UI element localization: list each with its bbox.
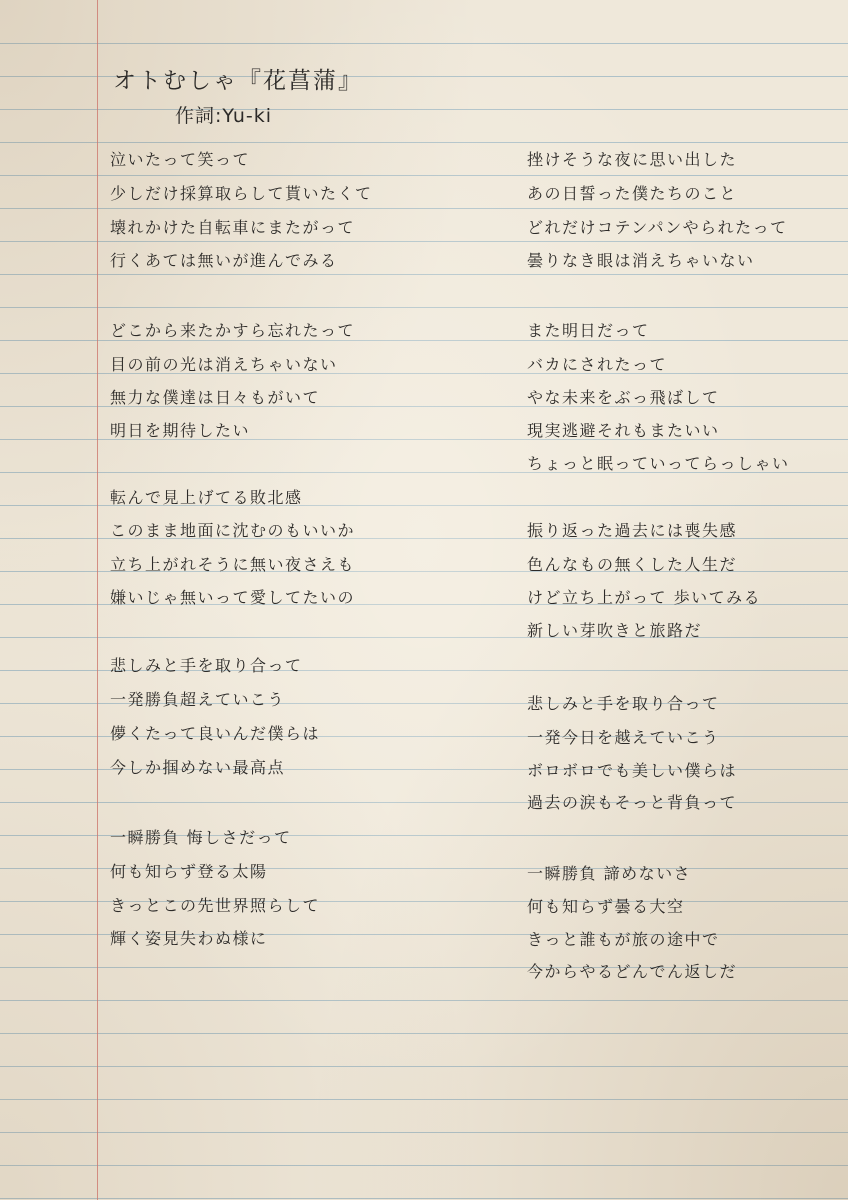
lyric-line: 明日を期待したい: [110, 421, 251, 440]
lyric-line: 壊れかけた自転車にまたがって: [110, 218, 356, 237]
lyric-line: 輝く姿見失わぬ様に: [110, 929, 268, 948]
lyric-line: 少しだけ採算取らして貰いたくて: [110, 184, 373, 203]
song-title: オトむしゃ『花菖蒲』: [113, 68, 363, 94]
lyric-line: 目の前の光は消えちゃいない: [110, 355, 338, 374]
lyric-line: 儚くたって良いんだ僕らは: [110, 724, 321, 743]
lyric-line: 無力な僕達は日々もがいて: [110, 388, 321, 407]
lyric-line: 曇りなき眼は消えちゃいない: [527, 251, 755, 270]
lyric-line: 泣いたって笑って: [110, 150, 251, 169]
lyric-line: 一発勝負超えていこう: [110, 690, 286, 709]
lyric-line: どれだけコテンパンやられたって: [527, 218, 788, 237]
lyric-line: 一瞬勝負 諦めないさ: [527, 864, 692, 883]
lyric-line: 挫けそうな夜に思い出した: [527, 150, 738, 169]
lyric-line: 悲しみと手を取り合って: [110, 656, 303, 675]
lyric-line: 転んで見上げてる敗北感: [110, 488, 303, 507]
lyric-line: 今しか掴めない最高点: [110, 758, 286, 777]
lyric-line: 悲しみと手を取り合って: [527, 694, 720, 713]
lyric-line: 今からやるどんでん返しだ: [527, 962, 738, 981]
lyric-line: 現実逃避それもまたいい: [527, 421, 720, 440]
lyric-line: また明日だって: [527, 321, 650, 340]
lyric-line: このまま地面に沈むのもいいか: [110, 521, 356, 540]
lyricist-credit: 作詞:Yu-ki: [175, 105, 273, 127]
lyric-line: 色んなもの無くした人生だ: [527, 555, 738, 574]
lyric-line: どこから来たかすら忘れたって: [110, 321, 356, 340]
lyric-line: 行くあては無いが進んでみる: [110, 251, 338, 270]
lyric-line: やな未来をぶっ飛ばして: [527, 388, 720, 407]
margin-line: [97, 0, 98, 1200]
lyric-line: あの日誓った僕たちのこと: [527, 184, 738, 203]
lyric-line: きっと誰もが旅の途中で: [527, 930, 720, 949]
lyric-line: ちょっと眠っていってらっしゃい: [527, 454, 790, 473]
lyric-line: 振り返った過去には喪失感: [527, 521, 738, 540]
lyric-line: ボロボロでも美しい僕らは: [527, 761, 738, 780]
lyric-line: 新しい芽吹きと旅路だ: [527, 621, 703, 640]
lyric-line: 一瞬勝負 悔しさだって: [110, 828, 292, 847]
lyric-line: けど立ち上がって 歩いてみる: [527, 588, 762, 607]
lyric-line: 過去の涙もそっと背負って: [527, 793, 738, 812]
lyric-line: 一発今日を越えていこう: [527, 728, 720, 747]
lyric-line: きっとこの先世界照らして: [110, 896, 321, 915]
lyric-line: 立ち上がれそうに無い夜さえも: [110, 555, 356, 574]
lyric-line: バカにされたって: [527, 355, 668, 374]
lyric-line: 何も知らず曇る大空: [527, 897, 685, 916]
lyric-line: 何も知らず登る太陽: [110, 862, 268, 881]
lyric-line: 嫌いじゃ無いって愛してたいの: [110, 588, 356, 607]
